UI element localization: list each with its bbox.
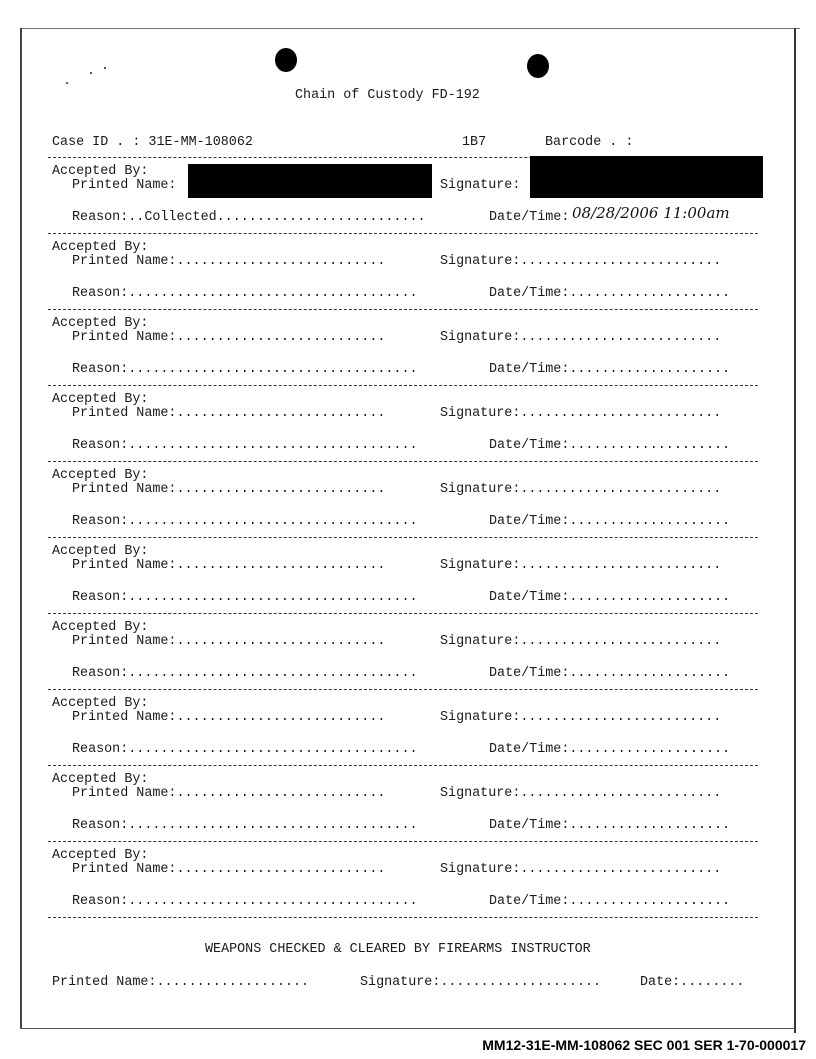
signature-label: Signature:: [440, 178, 521, 193]
reason-label: Reason:....................................: [72, 286, 418, 301]
printed-name-label: Printed Name:..........................: [72, 330, 386, 345]
divider-line: [48, 765, 758, 766]
signature-label: Signature:.........................: [440, 482, 722, 497]
signature-label: Signature:.........................: [440, 634, 722, 649]
signature-label: Signature:.........................: [440, 558, 722, 573]
reason-label: Reason:....................................: [72, 514, 418, 529]
divider-line: [48, 613, 758, 614]
frame-top-edge: [20, 28, 800, 29]
datetime-label: Date/Time:....................: [489, 894, 731, 909]
reason-label: Reason:....................................: [72, 894, 418, 909]
weapons-signature-label: Signature:....................: [360, 975, 602, 990]
datetime-label: Date/Time:....................: [489, 742, 731, 757]
datetime-label: Date/Time:....................: [489, 438, 731, 453]
printed-name-label: Printed Name:..........................: [72, 482, 386, 497]
accepted-by-label: Accepted By:: [52, 772, 149, 787]
printed-name-label: Printed Name:..........................: [72, 634, 386, 649]
weapons-date-label: Date:........: [640, 975, 745, 990]
datetime-label: Date/Time:....................: [489, 514, 731, 529]
signature-label: Signature:.........................: [440, 710, 722, 725]
datetime-label: Date/Time:....................: [489, 362, 731, 377]
reason-label: Reason:....................................: [72, 666, 418, 681]
divider-line: [48, 537, 758, 538]
divider-line: [48, 233, 758, 234]
weapons-heading: WEAPONS CHECKED & CLEARED BY FIREARMS INSTRUCTOR: [205, 942, 591, 957]
datetime-label: Date/Time:....................: [489, 818, 731, 833]
reason-label: Reason:....................................: [72, 590, 418, 605]
printed-name-label: Printed Name:..........................: [72, 254, 386, 269]
datetime-label: Date/Time:: [489, 210, 570, 225]
divider-line: [48, 309, 758, 310]
divider-line: [48, 385, 758, 386]
scan-speck: [66, 82, 69, 85]
reason-label: Reason:....................................: [72, 742, 418, 757]
signature-label: Signature:.........................: [440, 786, 722, 801]
punch-hole-right: [527, 54, 549, 78]
printed-name-label: Printed Name:..........................: [72, 558, 386, 573]
divider-line: [48, 841, 758, 842]
punch-hole-left: [275, 48, 297, 72]
redacted-signature-box: [530, 156, 763, 198]
datetime-label: Date/Time:....................: [489, 666, 731, 681]
datetime-label: Date/Time:....................: [489, 286, 731, 301]
accepted-by-label: Accepted By:: [52, 544, 149, 559]
reason-label: Reason:..Collected..........................: [72, 210, 426, 225]
scan-speck: [90, 72, 92, 74]
signature-label: Signature:.........................: [440, 862, 722, 877]
accepted-by-label: Accepted By:: [52, 468, 149, 483]
weapons-printed-name-label: Printed Name:...................: [52, 975, 310, 990]
barcode-label: Barcode . :: [545, 135, 634, 150]
frame-right-edge: [794, 28, 796, 1033]
datetime-label: Date/Time:....................: [489, 590, 731, 605]
accepted-by-label: Accepted By:: [52, 696, 149, 711]
form-title: Chain of Custody FD-192: [295, 88, 480, 103]
redacted-name-box: [188, 164, 432, 198]
printed-name-label: Printed Name:..........................: [72, 710, 386, 725]
divider-line: [48, 917, 758, 918]
divider-line: [48, 461, 758, 462]
divider-line: [48, 689, 758, 690]
printed-name-label: Printed Name:..........................: [72, 786, 386, 801]
accepted-by-label: Accepted By:: [52, 240, 149, 255]
accepted-by-label: Accepted By:: [52, 848, 149, 863]
accepted-by-label: Accepted By:: [52, 164, 149, 179]
reason-label: Reason:....................................: [72, 818, 418, 833]
printed-name-label: Printed Name:: [72, 178, 177, 193]
accepted-by-label: Accepted By:: [52, 620, 149, 635]
handwritten-datetime: 08/28/2006 11:00am: [572, 204, 730, 222]
signature-label: Signature:.........................: [440, 254, 722, 269]
reason-label: Reason:....................................: [72, 438, 418, 453]
frame-bottom-edge: [20, 1028, 796, 1029]
scan-speck: [104, 67, 106, 69]
frame-left-edge: [20, 28, 22, 1028]
signature-label: Signature:.........................: [440, 330, 722, 345]
exemption-code: 1B7: [462, 135, 487, 150]
reason-label: Reason:....................................: [72, 362, 418, 377]
printed-name-label: Printed Name:..........................: [72, 406, 386, 421]
case-id-label: Case ID . : 31E-MM-108062: [52, 135, 253, 150]
document-serial-footer: MM12-31E-MM-108062 SEC 001 SER 1-70-000017: [482, 1037, 806, 1053]
accepted-by-label: Accepted By:: [52, 392, 149, 407]
printed-name-label: Printed Name:..........................: [72, 862, 386, 877]
signature-label: Signature:.........................: [440, 406, 722, 421]
accepted-by-label: Accepted By:: [52, 316, 149, 331]
